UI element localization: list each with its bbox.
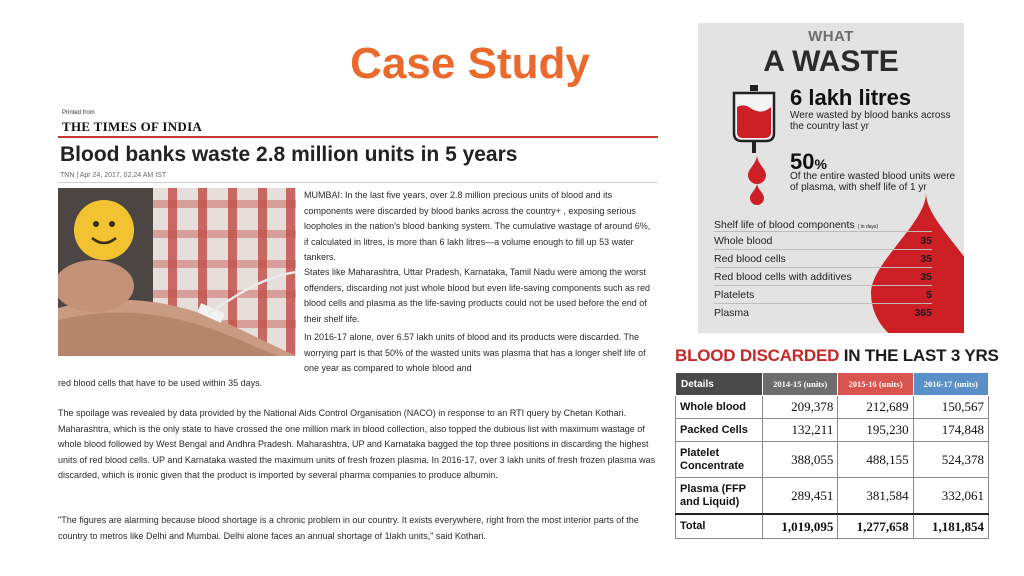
shelf-life-label: Red blood cells xyxy=(714,253,786,265)
table-cell: 289,451 xyxy=(763,478,838,515)
shelf-life-label: Whole blood xyxy=(714,235,773,247)
shelf-life-label: Plasma xyxy=(714,307,750,319)
shelf-life-days: 35 xyxy=(920,235,932,247)
slide-title: Case Study xyxy=(350,39,590,88)
table-cell: 388,055 xyxy=(763,442,838,478)
table-row xyxy=(676,396,989,419)
infographic-heading-small: WHAT xyxy=(808,28,854,45)
shelf-life-row xyxy=(714,303,932,322)
shelf-life-days: 35 xyxy=(920,253,932,265)
blood-donation-photo xyxy=(58,188,296,356)
shelf-life-label: Red blood cells with additives xyxy=(714,271,852,283)
column-header: Details xyxy=(676,373,763,396)
news-article xyxy=(58,108,662,548)
table-total-row xyxy=(676,514,989,539)
table-row xyxy=(676,419,989,442)
table-cell: 1,181,854 xyxy=(913,514,988,539)
byline-divider xyxy=(58,182,658,183)
shelf-life-unit: ( in days) xyxy=(857,224,879,230)
shelf-life-days: 35 xyxy=(920,271,932,283)
percent-sign: % xyxy=(814,156,827,172)
shelf-life-title xyxy=(714,219,878,231)
article-paragraph: States like Maharashtra, Uttar Pradesh, Karnataka, Tamil Nadu were among the worst offenders, discarding not just whole blood but even life-saving components such as red blood cells and plasma as the life-saving products could not be used before the end of their shelf life. xyxy=(304,267,651,324)
row-label: Plasma (FFP and Liquid) xyxy=(676,478,763,515)
table-cell: 132,211 xyxy=(763,419,838,442)
table-cell: 524,378 xyxy=(913,442,988,478)
shelf-life-days: 5 xyxy=(926,289,932,301)
article-paragraph: "The figures are alarming because blood shortage is a chronic problem in our country. It exists everywhere, right from the most interior parts of the country to metros like Delhi and Mumbai. Delhi alone faces an annual shortage of 1lakh units," said Kothari. xyxy=(58,515,639,541)
article-paragraph: red blood cells that have to be used within 35 days. xyxy=(58,378,263,388)
blood-drops-icon xyxy=(742,155,772,205)
table-cell: 150,567 xyxy=(913,396,988,419)
table-cell: 212,689 xyxy=(838,396,913,419)
table-heading xyxy=(675,346,999,366)
table-cell: 195,230 xyxy=(838,419,913,442)
blood-discarded-table-panel xyxy=(675,346,999,544)
column-header: 2016-17 (units) xyxy=(913,373,988,396)
plasma-percent-number: 50 xyxy=(790,149,815,174)
table-cell: 488,155 xyxy=(838,442,913,478)
row-label: Platelet Concentrate xyxy=(676,442,763,478)
table-cell: 1,277,658 xyxy=(838,514,913,539)
table-cell: 332,061 xyxy=(913,478,988,515)
table-cell: 381,584 xyxy=(838,478,913,515)
what-a-waste-infographic xyxy=(698,23,964,333)
wasted-litres-value: 6 lakh litres xyxy=(790,85,912,110)
shelf-life-title-text: Shelf life of blood components xyxy=(714,219,855,231)
column-header: 2015-16 (units) xyxy=(838,373,913,396)
masthead-divider xyxy=(58,136,658,138)
article-paragraph: MUMBAI: In the last five years, over 2.8 million precious units of blood and its components were discarded by blood banks across the country+ , exposing serious loopholes in the nation's blood banking system. The cumulative wastage of around 6%, if calculated in litres, is more than 6 lakh litres—a volume enough to fill up 53 water tankers. xyxy=(304,190,651,262)
shelf-life-row xyxy=(714,267,932,286)
row-label: Packed Cells xyxy=(676,419,763,442)
blood-discarded-table xyxy=(675,372,989,539)
article-byline: TNN | Apr 24, 2017, 02.24 AM IST xyxy=(60,172,167,179)
printed-from-label: Printed from xyxy=(62,110,95,116)
shelf-life-row xyxy=(714,285,932,304)
table-heading-dark: IN THE LAST 3 YRS xyxy=(843,346,999,365)
table-row xyxy=(676,442,989,478)
table-cell: 1,019,095 xyxy=(763,514,838,539)
plasma-percent-text: Of the entire wasted blood units were of plasma, with shelf life of 1 yr xyxy=(790,171,956,193)
article-paragraph: In 2016-17 alone, over 6.57 lakh units of blood and its products were discarded. The worrying part is that 50% of the wasted units was plasma that has a longer shelf life of one year as compared to whole blood and xyxy=(304,332,646,373)
wasted-litres-text: Were wasted by blood banks across the country last yr xyxy=(790,110,951,132)
shelf-life-label: Platelets xyxy=(714,289,755,301)
table-cell: 209,378 xyxy=(763,396,838,419)
column-header: 2014-15 (units) xyxy=(763,373,838,396)
row-label: Total xyxy=(676,514,763,539)
shelf-life-days: 365 xyxy=(914,307,932,319)
article-headline: Blood banks waste 2.8 million units in 5 years xyxy=(60,143,518,166)
table-row xyxy=(676,478,989,515)
infographic-heading-big: A WASTE xyxy=(763,45,899,78)
table-cell: 174,848 xyxy=(913,419,988,442)
shelf-life-row xyxy=(714,231,932,250)
blood-bag-icon xyxy=(730,85,778,155)
row-label: Whole blood xyxy=(676,396,763,419)
article-paragraph: The spoilage was revealed by data provided by the National Aids Control Organisation (NACO) in response to an RTI query by Chetan Kothari. Maharashtra, which is the only state to have crossed the one million mark in blood collection, also topped the dubious list with maximum wastage of whole blood followed by West Bengal and Andhra Pradesh. Maharashtra, UP and Karnataka bagged the top three positions in discarding the highest units of red blood cells. UP and Karnataka wasted the maximum units of fresh frozen plasma. In 2016-17, over 3 lakh units of fresh frozen plasma was discarded, which is ironic given that the product is imported by several pharma companies to produce albumin. xyxy=(58,408,656,480)
table-heading-red: BLOOD DISCARDED xyxy=(675,346,840,365)
shelf-life-row xyxy=(714,249,932,268)
table-header-row xyxy=(676,373,989,396)
newspaper-masthead: THE TIMES OF INDIA xyxy=(62,119,203,134)
